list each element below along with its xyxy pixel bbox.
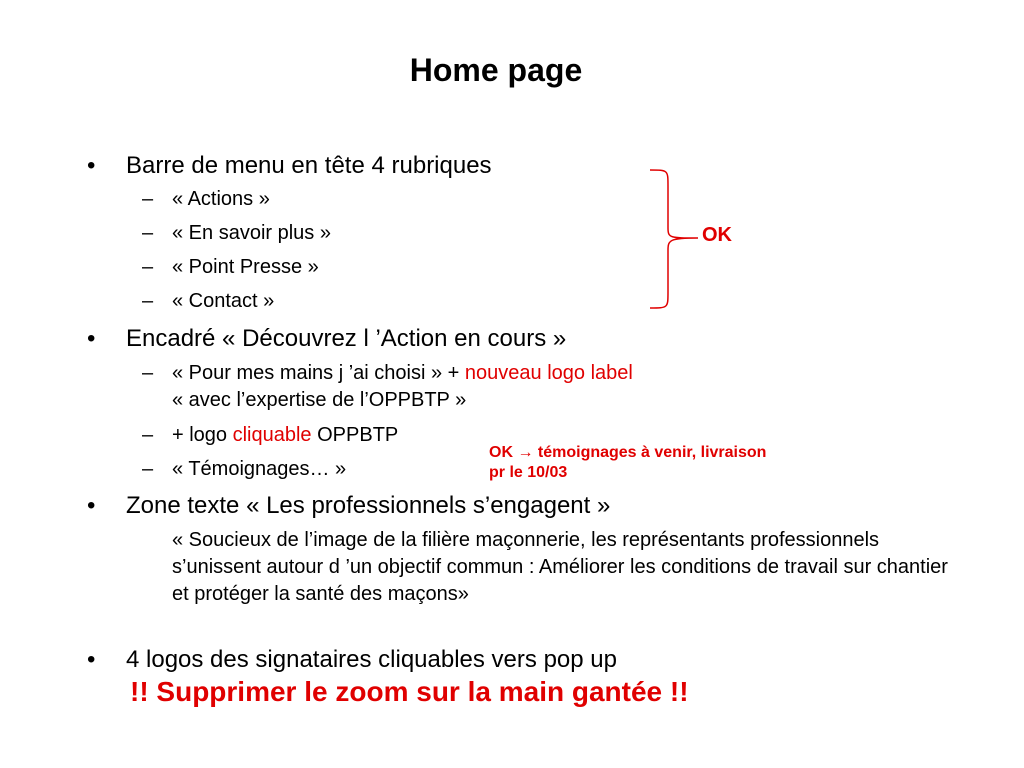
bullet-menu-bar: Barre de menu en tête 4 rubriques [126,152,492,179]
sub-item-temoignages: « Témoignages… » [172,458,347,480]
sub-item-pour-mes-mains [172,362,633,385]
curly-brace-icon [640,166,700,316]
bullet-logos-signataires: 4 logos des signataires cliquables vers pop up [126,646,617,673]
bullet-marker: • [87,646,96,673]
red-highlight-text: nouveau logo label [464,362,633,384]
red-highlight-text: cliquable [232,424,312,446]
dash-marker: – [142,362,154,384]
bullet-encadre: Encadré « Découvrez l ’Action en cours » [126,325,567,352]
sub-item-text: OPPBTP [311,424,399,446]
testimonials-annotation-line2: pr le 10/03 [489,464,568,481]
bullet-marker: • [87,325,96,352]
sub-item-point-presse: « Point Presse » [172,256,319,278]
sub-item-contact: « Contact » [172,290,275,312]
testimonials-annotation-line1: OK → témoignages à venir, livraison [489,444,767,461]
quote-paragraph: « Soucieux de l’image de la filière maçonnerie, les représentants professionnels s’unissent autour d ’un objectif commun : Améliorer les conditions de travail sur chantier et protéger la santé des maçons» [172,529,948,605]
dash-marker: – [142,424,154,446]
dash-marker: – [142,290,154,312]
sub-item-logo-oppbtp [172,424,398,447]
sub-item-en-savoir-plus: « En savoir plus » [172,222,331,244]
sub-item-actions: « Actions » [172,188,270,210]
ok-annotation: OK [702,224,732,246]
sub-item-text: + logo [172,424,233,446]
dash-marker: – [142,458,154,480]
sub-item-continuation: « avec l’expertise de l’OPPBTP » [172,389,467,411]
bullet-marker: • [87,492,96,519]
dash-marker: – [142,188,154,210]
warning-note: !! Supprimer le zoom sur la main gantée !! [130,676,689,707]
bullet-marker: • [87,152,96,179]
sub-item-text: « Pour mes mains j ’ai choisi » + [172,362,465,384]
bullet-zone-texte: Zone texte « Les professionnels s’engagent » [126,492,611,519]
dash-marker: – [142,256,154,278]
dash-marker: – [142,222,154,244]
slide-title: Home page [409,52,583,88]
